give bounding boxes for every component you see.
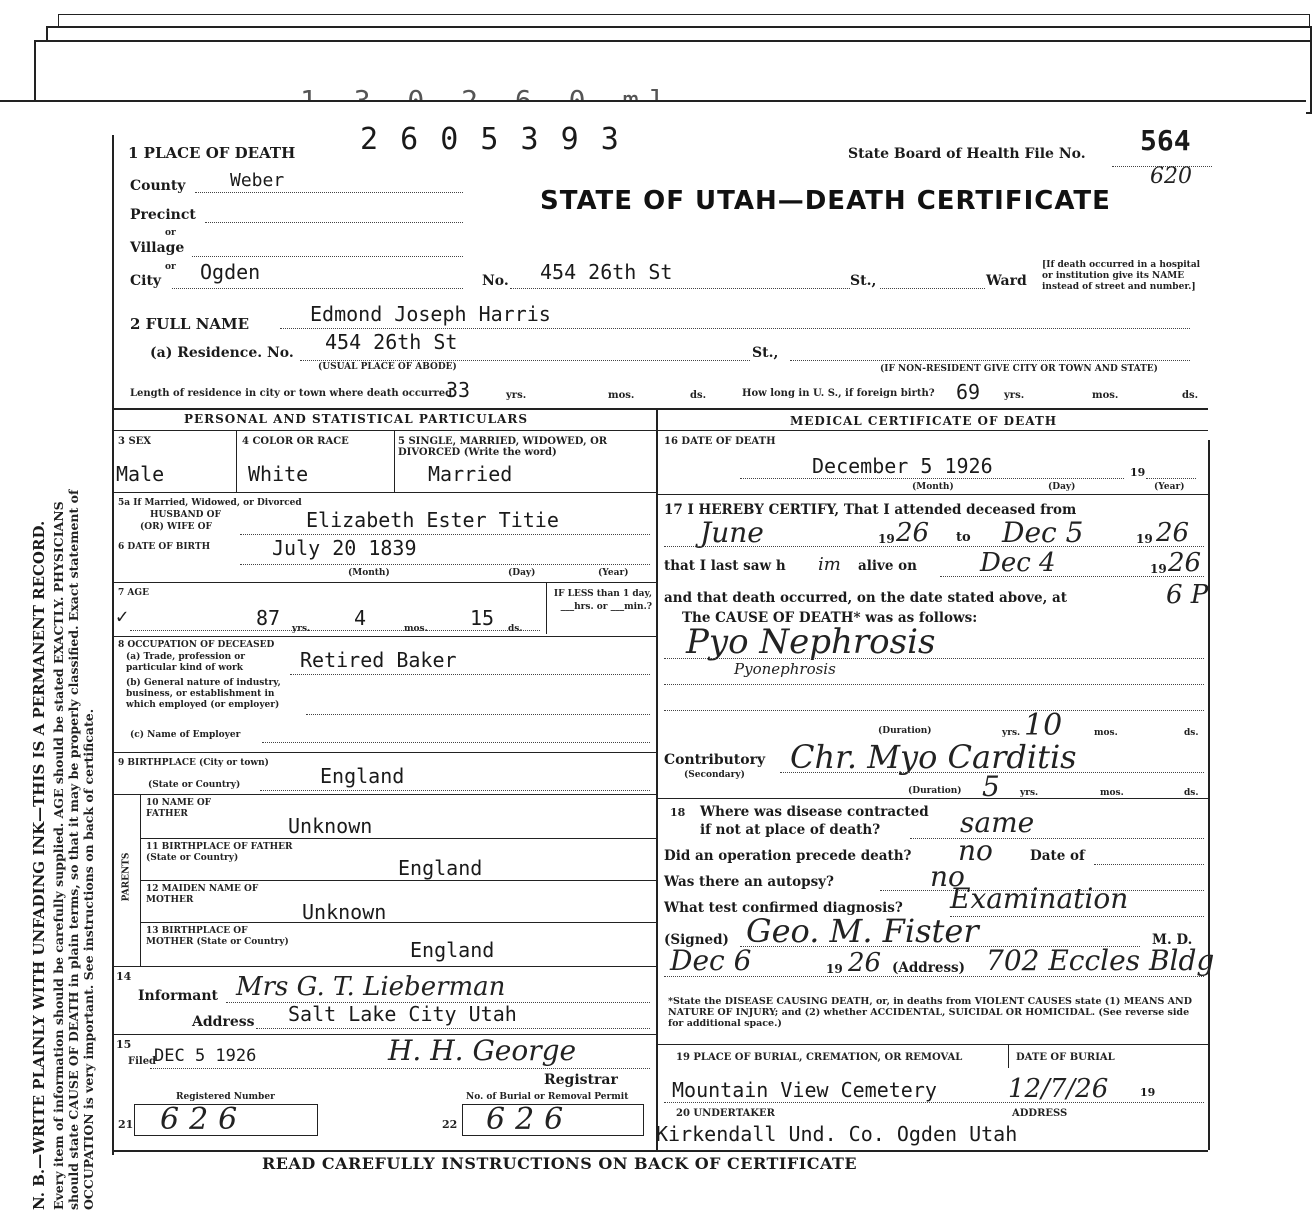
contrib-ds-lbl: ds.	[1184, 788, 1199, 798]
side-line-3: should state CAUSE OF DEATH in plain terms, so that it may be properly classified. Exact statement of	[66, 489, 81, 1210]
precinct-label: Precinct	[130, 207, 196, 223]
side-line-4: OCCUPATION is very important. See instructions on back of certificate.	[81, 708, 96, 1210]
to-19: 19	[1136, 532, 1153, 546]
mother-value: Unknown	[302, 900, 387, 924]
section-top-rule	[112, 408, 1208, 410]
undertaker-address-label: ADDRESS	[1012, 1108, 1068, 1119]
center-divider	[656, 410, 658, 1152]
burial-line	[664, 1102, 1204, 1103]
contrib-mos-lbl: mos.	[1100, 788, 1124, 798]
color-label: 4 COLOR OR RACE	[242, 436, 349, 447]
side-instructions	[30, 230, 110, 1210]
residence-value: 454 26th St	[325, 330, 458, 354]
registrar-signature: H. H. George	[388, 1034, 577, 1067]
us-label: How long in U. S., if foreign birth?	[742, 388, 935, 399]
residence-st-line	[790, 360, 1190, 361]
to-date: Dec 5	[1002, 516, 1084, 549]
test-value: Examination	[950, 882, 1129, 915]
last-saw-label: that I last saw h	[664, 558, 786, 574]
file-no-label: State Board of Health File No.	[848, 146, 1086, 162]
color-value: White	[248, 462, 309, 486]
informant-address-label: Address	[192, 1014, 255, 1030]
where-value: same	[960, 806, 1035, 839]
age-line	[130, 630, 540, 631]
cause-line-1	[664, 658, 1204, 659]
last-yr: 26	[1168, 548, 1202, 578]
burial-divider	[1008, 1044, 1009, 1068]
informant-address-line	[256, 1028, 650, 1029]
sex-value: Male	[116, 462, 165, 486]
father-bp-label: 11 BIRTHPLACE OF FATHER (State or Country)	[146, 842, 293, 863]
dod-year-prefix: 19	[1130, 466, 1146, 479]
filed-line	[150, 1068, 650, 1069]
age-ds-lbl: ds.	[508, 624, 523, 634]
from-month: June	[700, 516, 764, 549]
age-label: 7 AGE	[118, 588, 149, 598]
duration-yrs-lbl: yrs.	[1002, 728, 1021, 738]
age-mos-lbl: mos.	[404, 624, 428, 634]
dob-day: (Day)	[508, 568, 536, 578]
row9-rule	[112, 752, 656, 753]
or-2: or	[165, 262, 176, 272]
reg-no-value: 626	[160, 1102, 248, 1137]
duration-ds-lbl: ds.	[1184, 728, 1199, 738]
parents-label: PARENTS	[121, 852, 132, 902]
left-border	[112, 135, 114, 1155]
undertaker-label: 20 UNDERTAKER	[676, 1108, 775, 1119]
informant-value: Mrs G. T. Lieberman	[236, 972, 506, 1002]
informant-label: Informant	[138, 988, 218, 1004]
last-saw-date: Dec 4	[980, 548, 1056, 578]
med-row18-rule	[656, 798, 1208, 799]
sex-divider	[236, 430, 237, 492]
informant-num: 14	[116, 970, 132, 983]
dod-month: (Month)	[912, 482, 954, 492]
from-yr: 26	[896, 518, 930, 548]
city-label: City	[130, 273, 162, 289]
city-value: Ogden	[200, 260, 261, 284]
certificate-title: STATE OF UTAH—DEATH CERTIFICATE	[540, 186, 1111, 216]
sign-date: Dec 6	[670, 944, 752, 977]
last-saw-him: im	[818, 554, 841, 575]
dob-line	[240, 564, 650, 565]
birthplace-line	[260, 790, 650, 791]
us-yrs-lbl: yrs.	[1004, 390, 1025, 401]
birthplace-value: England	[320, 764, 405, 788]
city-line	[172, 288, 463, 289]
age-check: ✓	[116, 604, 129, 628]
length-yrs-lbl: yrs.	[506, 390, 527, 401]
heading-rule-left	[112, 430, 656, 431]
length-ds-lbl: ds.	[690, 390, 707, 401]
residence-line	[300, 360, 750, 361]
row8-rule	[112, 636, 656, 637]
registrar-label: Registrar	[544, 1072, 618, 1088]
contrib-duration-yrs: 5	[982, 770, 1000, 803]
mother-bp-label: 13 BIRTHPLACE OF MOTHER (State or Country)	[146, 926, 289, 947]
father-value: Unknown	[288, 814, 373, 838]
to-yr: 26	[1156, 518, 1190, 548]
age-less-than: IF LESS than 1 day, ___hrs. or ___min.?	[553, 589, 652, 612]
father-label: 10 NAME OF FATHER	[146, 798, 212, 819]
residence-st: St.,	[752, 345, 779, 361]
cause-label: The CAUSE OF DEATH* was as follows:	[682, 610, 978, 626]
place-of-death-label: 1 PLACE OF DEATH	[128, 144, 296, 162]
birthplace-label: 9 BIRTHPLACE (City or town)	[118, 758, 269, 768]
full-name-line	[280, 328, 1190, 329]
full-name-label: 2 FULL NAME	[130, 315, 250, 333]
village-label: Village	[130, 240, 185, 256]
st-line	[880, 288, 985, 289]
mother-bp-value: England	[410, 938, 495, 962]
cause-alt: Pyonephrosis	[734, 660, 836, 678]
last-saw-line	[940, 576, 1204, 577]
mother-label: 12 MAIDEN NAME OF MOTHER	[146, 884, 259, 905]
occupation-label: 8 OCCUPATION OF DECEASED	[118, 640, 275, 650]
dod-label: 16 DATE OF DEATH	[664, 436, 776, 447]
death-time: 6 P	[1166, 580, 1209, 610]
where-label: Where was disease contracted	[700, 804, 929, 820]
md-label: M. D.	[1152, 932, 1193, 948]
county-line	[195, 192, 463, 193]
where-num: 18	[670, 806, 686, 819]
dod-year: (Year)	[1154, 482, 1185, 492]
row12-rule	[140, 880, 656, 881]
us-ds-lbl: ds.	[1182, 390, 1199, 401]
side-line-1: N. B.—WRITE PLAINLY WITH UNFADING INK—THIS IS A PERMANENT RECORD.	[30, 520, 48, 1210]
burial-no-value: 626	[486, 1102, 574, 1137]
address-value: 454 26th St	[540, 260, 673, 284]
sign-line	[664, 976, 1204, 977]
cause-value: Pyo Nephrosis	[686, 622, 936, 662]
reg-no-num: 21	[118, 1118, 134, 1131]
last-19: 19	[1150, 562, 1167, 576]
dod-value: December 5 1926	[812, 454, 993, 478]
contrib-duration-label: (Duration)	[908, 786, 962, 796]
burial-no-label: No. of Burial or Removal Permit	[466, 1092, 629, 1102]
burial-value: Mountain View Cemetery	[672, 1078, 937, 1102]
ward-note: [If death occurred in a hospital or institution give its NAME instead of street and number.]	[1042, 260, 1201, 292]
dob-label: 6 DATE OF BIRTH	[118, 542, 211, 552]
row5-rule	[112, 492, 656, 493]
medical-heading: MEDICAL CERTIFICATE OF DEATH	[790, 414, 1058, 428]
address-label: (Address)	[892, 960, 966, 976]
autopsy-value: no	[930, 860, 965, 893]
ward-label: Ward	[986, 273, 1027, 289]
usual-place: (USUAL PLACE OF ABODE)	[318, 362, 457, 372]
spouse-label-3: (OR) WIFE OF	[140, 522, 212, 532]
dob-month: (Month)	[348, 568, 390, 578]
occupation-c-line	[262, 742, 650, 743]
test-line	[950, 916, 1204, 917]
contrib-label: Contributory	[664, 752, 766, 768]
dob-year: (Year)	[598, 568, 629, 578]
file-no-value: 564	[1140, 124, 1191, 157]
color-divider	[394, 430, 395, 492]
occupation-a: (a) Trade, profession or particular kind of work	[126, 652, 245, 673]
length-yrs: 33	[446, 378, 471, 402]
address-line	[510, 288, 850, 289]
length-label: Length of residence in city or town where death occurred	[130, 388, 453, 399]
father-bp-value: England	[398, 856, 483, 880]
nonresident-note: (IF NON-RESIDENT GIVE CITY OR TOWN AND STATE)	[880, 364, 1158, 374]
occupation-line	[290, 674, 650, 675]
heading-rule-right	[656, 430, 1208, 431]
to-label: to	[956, 530, 971, 545]
personal-heading: PERSONAL AND STATISTICAL PARTICULARS	[184, 412, 529, 426]
age-yrs-lbl: yrs.	[292, 624, 311, 634]
birthplace-sub: (State or Country)	[148, 780, 241, 790]
row13-rule	[140, 922, 656, 923]
row14-rule	[112, 966, 656, 967]
dod-year-line	[1146, 478, 1196, 479]
burial-date-value: 12/7/26	[1008, 1074, 1109, 1104]
full-name-value: Edmond Joseph Harris	[310, 302, 551, 326]
age-yrs: 87	[256, 606, 281, 630]
test-label: What test confirmed diagnosis?	[664, 900, 903, 916]
cause-line-2	[664, 684, 1204, 685]
burial-19: 19	[1140, 1086, 1156, 1099]
from-19: 19	[878, 532, 895, 546]
county-label: County	[130, 178, 186, 194]
informant-address-value: Salt Lake City Utah	[288, 1002, 517, 1026]
dob-value: July 20 1839	[272, 536, 417, 560]
row11-rule	[140, 838, 656, 839]
duration-yrs: 10	[1024, 708, 1063, 743]
spouse-label-1: 5a If Married, Widowed, or Divorced	[118, 498, 302, 508]
date-of-line	[1094, 864, 1204, 865]
occupation-c: (c) Name of Employer	[130, 730, 241, 740]
signed-value: Geo. M. Fister	[746, 912, 979, 950]
age-mos: 4	[354, 606, 367, 630]
occupation-value: Retired Baker	[300, 648, 457, 672]
operation-value: no	[958, 834, 993, 867]
row10-rule	[112, 794, 656, 795]
burial-date-label: DATE OF BURIAL	[1016, 1052, 1115, 1063]
sign-yr: 26	[848, 948, 882, 978]
certify-line	[664, 546, 1204, 547]
duration-mos-lbl: mos.	[1094, 728, 1118, 738]
marital-value: Married	[428, 462, 513, 486]
secondary-label: (Secondary)	[684, 770, 745, 780]
st-label: St.,	[850, 273, 877, 289]
county-value: Weber	[230, 170, 285, 191]
sign-19: 19	[826, 962, 843, 976]
village-line	[192, 256, 463, 257]
reg-no-label: Registered Number	[176, 1092, 275, 1102]
right-border	[1208, 440, 1210, 1150]
cause-line-3	[664, 710, 1204, 711]
us-mos-lbl: mos.	[1092, 390, 1119, 401]
spouse-value: Elizabeth Ester Titie	[306, 508, 559, 532]
precinct-line	[205, 222, 463, 223]
where-line	[910, 838, 1204, 839]
occupation-b-line	[306, 714, 650, 715]
file-no-alt: 620	[1150, 164, 1192, 189]
undertaker-value: Kirkendall Und. Co. Ogden Utah	[656, 1122, 1018, 1146]
operation-label: Did an operation precede death?	[664, 848, 912, 864]
row7-rule	[112, 582, 656, 583]
occurred-label: and that death occurred, on the date stated above, at	[664, 590, 1068, 606]
contrib-value: Chr. Myo Carditis	[790, 738, 1077, 776]
dod-line	[740, 478, 1124, 479]
length-mos-lbl: mos.	[608, 390, 635, 401]
certify-label: 17 I HEREBY CERTIFY, That I attended deceased from	[664, 502, 1077, 518]
side-line-2: Every item of information should be carefully supplied. AGE should be stated EXACTLY. PHYSICIANS	[51, 501, 66, 1210]
med-row19-rule	[656, 1044, 1208, 1045]
us-yrs: 69	[956, 380, 981, 404]
age-ds: 15	[470, 606, 495, 630]
where-label-2: if not at place of death?	[700, 822, 881, 838]
alive-on-label: alive on	[858, 558, 917, 574]
med-row17-rule	[656, 494, 1208, 495]
duration-label: (Duration)	[878, 726, 932, 736]
or-1: or	[165, 228, 176, 238]
date-of-label: Date of	[1030, 848, 1085, 864]
footer-text: READ CAREFULLY INSTRUCTIONS ON BACK OF CERTIFICATE	[262, 1154, 858, 1173]
filed-label: Filed	[128, 1056, 157, 1067]
marital-label: 5 SINGLE, MARRIED, WIDOWED, OR DIVORCED (Write the word)	[398, 436, 608, 458]
autopsy-label: Was there an autopsy?	[664, 874, 834, 890]
spouse-label-2: HUSBAND OF	[150, 510, 221, 520]
filed-num: 15	[116, 1038, 132, 1051]
filed-value: DEC 5 1926	[154, 1046, 257, 1066]
spouse-line	[240, 534, 650, 535]
burial-label: 19 PLACE OF BURIAL, CREMATION, OR REMOVAL	[676, 1052, 963, 1063]
residence-label: (a) Residence. No.	[150, 345, 294, 361]
dod-day: (Day)	[1048, 482, 1076, 492]
occupation-b: (b) General nature of industry, business, or establishment in which employed (or employer)	[126, 678, 281, 710]
contrib-yrs-lbl: yrs.	[1020, 788, 1039, 798]
certificate-number: 2 6 0 5 3 9 3	[360, 122, 621, 157]
bottom-rule	[112, 1150, 1208, 1152]
no-label: No.	[482, 273, 509, 289]
address-value: 702 Eccles Bldg	[986, 944, 1215, 977]
age-divider	[546, 582, 547, 634]
burial-no-num: 22	[442, 1118, 458, 1131]
signed-label: (Signed)	[664, 932, 729, 948]
sex-label: 3 SEX	[118, 436, 152, 447]
footnote: *State the DISEASE CAUSING DEATH, or, in deaths from VIOLENT CAUSES state (1) MEANS AND NATURE OF INJURY; and (2) whether ACCIDENTAL, SUICIDAL OR HOMICIDAL. (See reverse side for additional space.)	[668, 996, 1192, 1029]
